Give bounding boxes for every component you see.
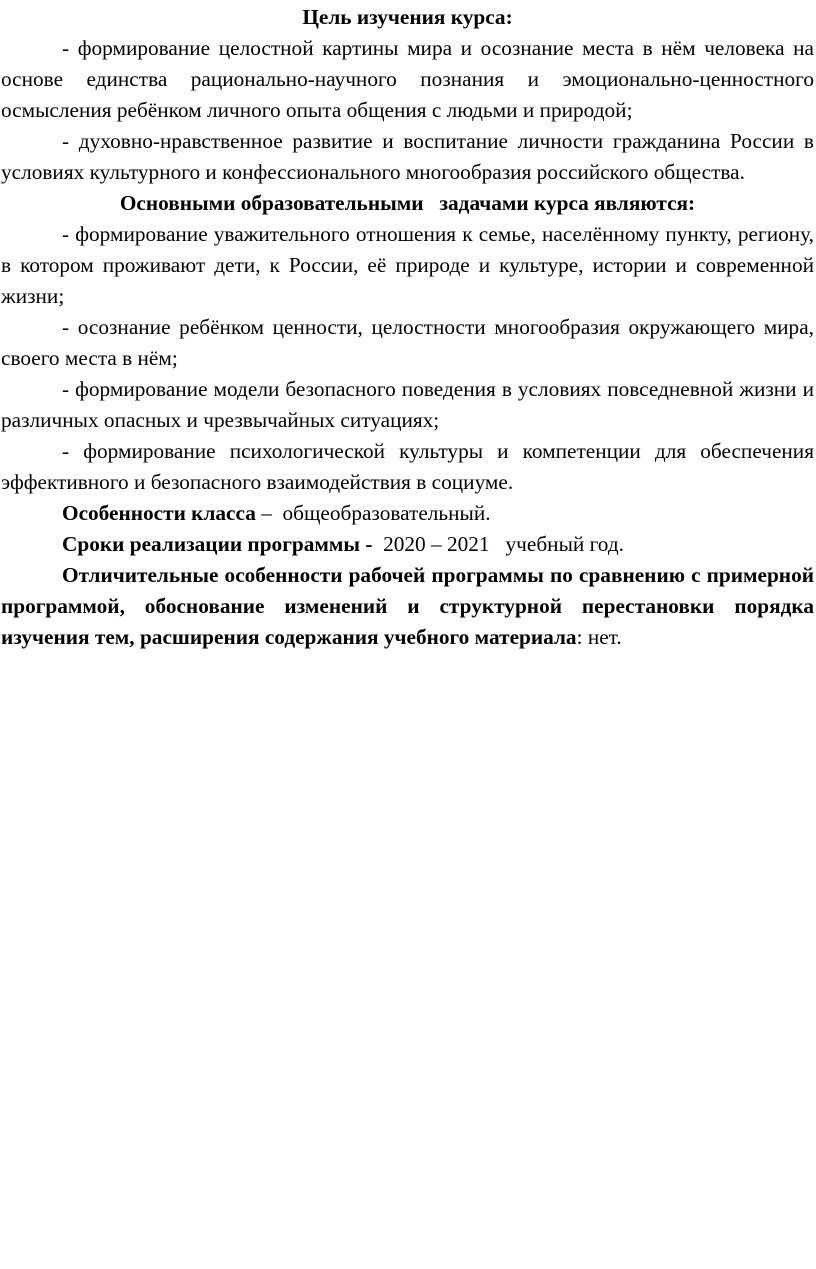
program-differences-value: : нет. bbox=[576, 625, 622, 649]
class-features bbox=[1, 498, 814, 529]
task-item-1: - формирование уважительного отношения к семье, населённому пункту, региону, в котором проживают дети, к России, её природе и культуре, истории и современной жизни; bbox=[1, 222, 814, 308]
task-item-4: - формирование психологической культуры и компетенции для обеспечения эффективного и безопасного взаимодействия в социуме. bbox=[1, 439, 814, 494]
class-features-label: Особенности класса bbox=[62, 501, 256, 525]
program-differences bbox=[1, 560, 814, 653]
tasks-heading-text: Основными образовательными задачами курса являются: bbox=[119, 191, 696, 215]
goal-item-1: - формирование целостной картины мира и осознание места в нём человека на основе единства рационально-научного познания и эмоционально-ценностного осмысления ребёнком личного опыта общения с людьми и природой; bbox=[1, 36, 814, 122]
task-item-2: - осознание ребёнком ценности, целостности многообразия окружающего мира, своего места в нём; bbox=[1, 315, 814, 370]
program-terms-label: Сроки реализации программы - bbox=[62, 532, 378, 556]
tasks-heading bbox=[1, 188, 814, 219]
goal-item-2: - духовно-нравственное развитие и воспитание личности гражданина России в условиях культурного и конфессионального многообразия российского общества. bbox=[1, 129, 814, 184]
class-features-value: общеобразовательный. bbox=[282, 501, 491, 525]
goal-heading-text: Цель изучения курса: bbox=[302, 5, 513, 29]
task-item-3: - формирование модели безопасного поведения в условиях повседневной жизни и различных опасных и чрезвычайных ситуациях; bbox=[1, 377, 814, 432]
goal-heading bbox=[1, 2, 814, 33]
class-features-separator: – bbox=[255, 501, 283, 525]
program-terms-value: 2020 – 2021 учебный год. bbox=[377, 532, 625, 556]
program-terms bbox=[1, 529, 814, 560]
program-differences-label: Отличительные особенности рабочей программы по сравнению с примерной программой, обоснование изменений и структурной перестановки порядка изучения тем, расширения содержания учебного материала bbox=[1, 563, 814, 649]
